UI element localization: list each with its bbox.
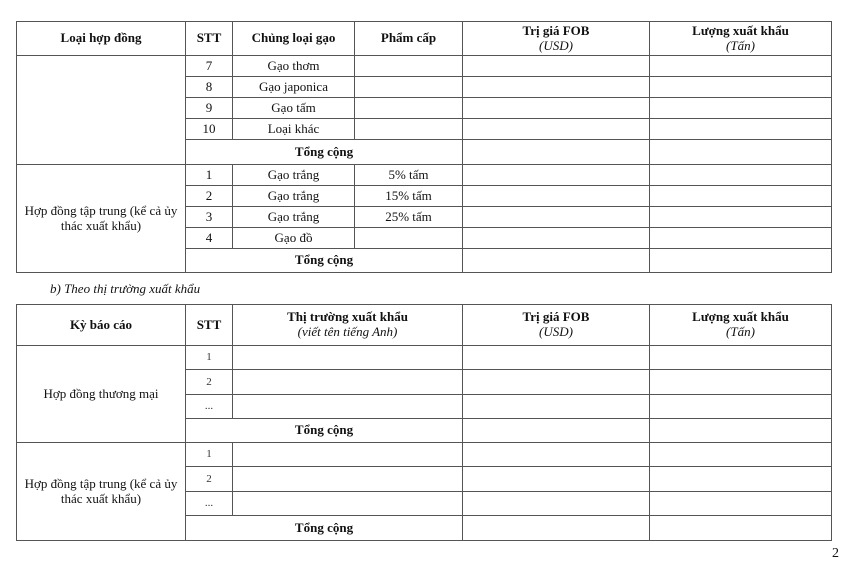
header-contract-type: Loại hợp đồng — [17, 22, 186, 56]
fob-cell[interactable] — [463, 186, 650, 207]
header-grade: Phẩm cấp — [355, 22, 463, 56]
stt-cell: ... — [186, 395, 233, 419]
header-fob-label: Trị giá FOB — [522, 309, 590, 325]
rice-cell: Gạo trắng — [233, 207, 355, 228]
rice-cell: Gạo trắng — [233, 165, 355, 186]
volume-cell[interactable] — [650, 492, 832, 516]
header-fob-label: Trị giá FOB — [522, 22, 590, 38]
grade-cell — [355, 77, 463, 98]
group2-label: Hợp đồng tập trung (kể cả ủy thác xuất khẩu) — [17, 443, 186, 541]
stt-cell: 7 — [186, 56, 233, 77]
header-stt: STT — [186, 22, 233, 56]
stt-cell: 1 — [186, 443, 233, 467]
rice-type-table — [16, 21, 832, 273]
fob-cell[interactable] — [463, 77, 650, 98]
rice-cell: Loại khác — [233, 119, 355, 140]
market-cell[interactable] — [233, 370, 463, 395]
volume-cell[interactable] — [650, 77, 832, 98]
stt-cell: 2 — [186, 370, 233, 395]
grade-cell: 25% tấm — [355, 207, 463, 228]
market-cell[interactable] — [233, 346, 463, 370]
export-market-table — [16, 304, 832, 541]
header-period: Kỳ báo cáo — [17, 305, 186, 346]
header-rice-type: Chủng loại gạo — [233, 22, 355, 56]
stt-cell: 1 — [186, 165, 233, 186]
fob-cell[interactable] — [463, 56, 650, 77]
fob-cell[interactable] — [463, 207, 650, 228]
rice-cell: Gạo trắng — [233, 186, 355, 207]
header-volume-label: Lượng xuất khẩu — [692, 309, 789, 325]
table-header-row — [17, 22, 832, 56]
grade-cell: 15% tấm — [355, 186, 463, 207]
stt-cell: 1 — [186, 346, 233, 370]
group2-label: Hợp đồng tập trung (kể cả ủy thác xuất khẩu) — [17, 165, 186, 273]
fob-cell[interactable] — [463, 370, 650, 395]
header-volume — [650, 22, 832, 56]
volume-cell[interactable] — [650, 395, 832, 419]
grade-cell — [355, 228, 463, 249]
stt-cell: 9 — [186, 98, 233, 119]
volume-cell[interactable] — [650, 443, 832, 467]
table-row — [17, 346, 832, 370]
total-volume-cell[interactable] — [650, 140, 832, 165]
header-fob — [463, 22, 650, 56]
table-row — [17, 165, 832, 186]
total-volume-cell[interactable] — [650, 419, 832, 443]
stt-cell: 10 — [186, 119, 233, 140]
stt-cell: 8 — [186, 77, 233, 98]
volume-cell[interactable] — [650, 56, 832, 77]
volume-cell[interactable] — [650, 346, 832, 370]
stt-cell: 2 — [186, 186, 233, 207]
volume-cell[interactable] — [650, 119, 832, 140]
grade-cell — [355, 56, 463, 77]
fob-cell[interactable] — [463, 98, 650, 119]
stt-cell: 2 — [186, 467, 233, 492]
volume-cell[interactable] — [650, 370, 832, 395]
volume-cell[interactable] — [650, 207, 832, 228]
volume-cell[interactable] — [650, 186, 832, 207]
rice-cell: Gạo thơm — [233, 56, 355, 77]
table-row — [17, 56, 832, 77]
header-fob-unit: (USD) — [539, 324, 573, 339]
table-row — [17, 443, 832, 467]
total-volume-cell[interactable] — [650, 249, 832, 273]
volume-cell[interactable] — [650, 467, 832, 492]
grade-cell: 5% tấm — [355, 165, 463, 186]
rice-cell: Gạo tấm — [233, 98, 355, 119]
table-header-row — [17, 305, 832, 346]
stt-cell: 3 — [186, 207, 233, 228]
fob-cell[interactable] — [463, 228, 650, 249]
stt-cell: 4 — [186, 228, 233, 249]
header-stt: STT — [186, 305, 233, 346]
total-fob-cell[interactable] — [463, 516, 650, 541]
fob-cell[interactable] — [463, 165, 650, 186]
header-volume-label: Lượng xuất khẩu — [692, 22, 789, 38]
volume-cell[interactable] — [650, 228, 832, 249]
header-market-note: (viết tên tiếng Anh) — [297, 324, 398, 339]
total-label: Tổng cộng — [186, 249, 463, 273]
fob-cell[interactable] — [463, 467, 650, 492]
section-b-caption: b) Theo thị trường xuất khẩu — [50, 281, 201, 296]
total-label: Tổng cộng — [186, 419, 463, 443]
total-fob-cell[interactable] — [463, 419, 650, 443]
fob-cell[interactable] — [463, 395, 650, 419]
header-fob — [463, 305, 650, 346]
header-market — [233, 305, 463, 346]
stt-cell: ... — [186, 492, 233, 516]
header-volume-unit: (Tấn) — [726, 324, 755, 339]
header-volume-unit: (Tấn) — [726, 37, 755, 53]
header-fob-unit: (USD) — [539, 37, 573, 53]
fob-cell[interactable] — [463, 492, 650, 516]
fob-cell[interactable] — [463, 443, 650, 467]
rice-cell: Gạo đồ — [233, 228, 355, 249]
page-number: 2 — [832, 546, 839, 561]
market-cell[interactable] — [233, 467, 463, 492]
market-cell[interactable] — [233, 395, 463, 419]
volume-cell[interactable] — [650, 165, 832, 186]
volume-cell[interactable] — [650, 98, 832, 119]
market-cell[interactable] — [233, 443, 463, 467]
header-market-label: Thị trường xuất khẩu — [287, 309, 408, 325]
total-fob-cell[interactable] — [463, 140, 650, 165]
total-label: Tổng cộng — [186, 516, 463, 541]
market-cell[interactable] — [233, 492, 463, 516]
total-volume-cell[interactable] — [650, 516, 832, 541]
group1-label: Hợp đồng thương mại — [17, 346, 186, 443]
header-volume — [650, 305, 832, 346]
total-fob-cell[interactable] — [463, 249, 650, 273]
grade-cell — [355, 119, 463, 140]
fob-cell[interactable] — [463, 119, 650, 140]
total-label: Tổng cộng — [186, 140, 463, 165]
fob-cell[interactable] — [463, 346, 650, 370]
group1-label — [17, 56, 186, 165]
rice-cell: Gạo japonica — [233, 77, 355, 98]
grade-cell — [355, 98, 463, 119]
